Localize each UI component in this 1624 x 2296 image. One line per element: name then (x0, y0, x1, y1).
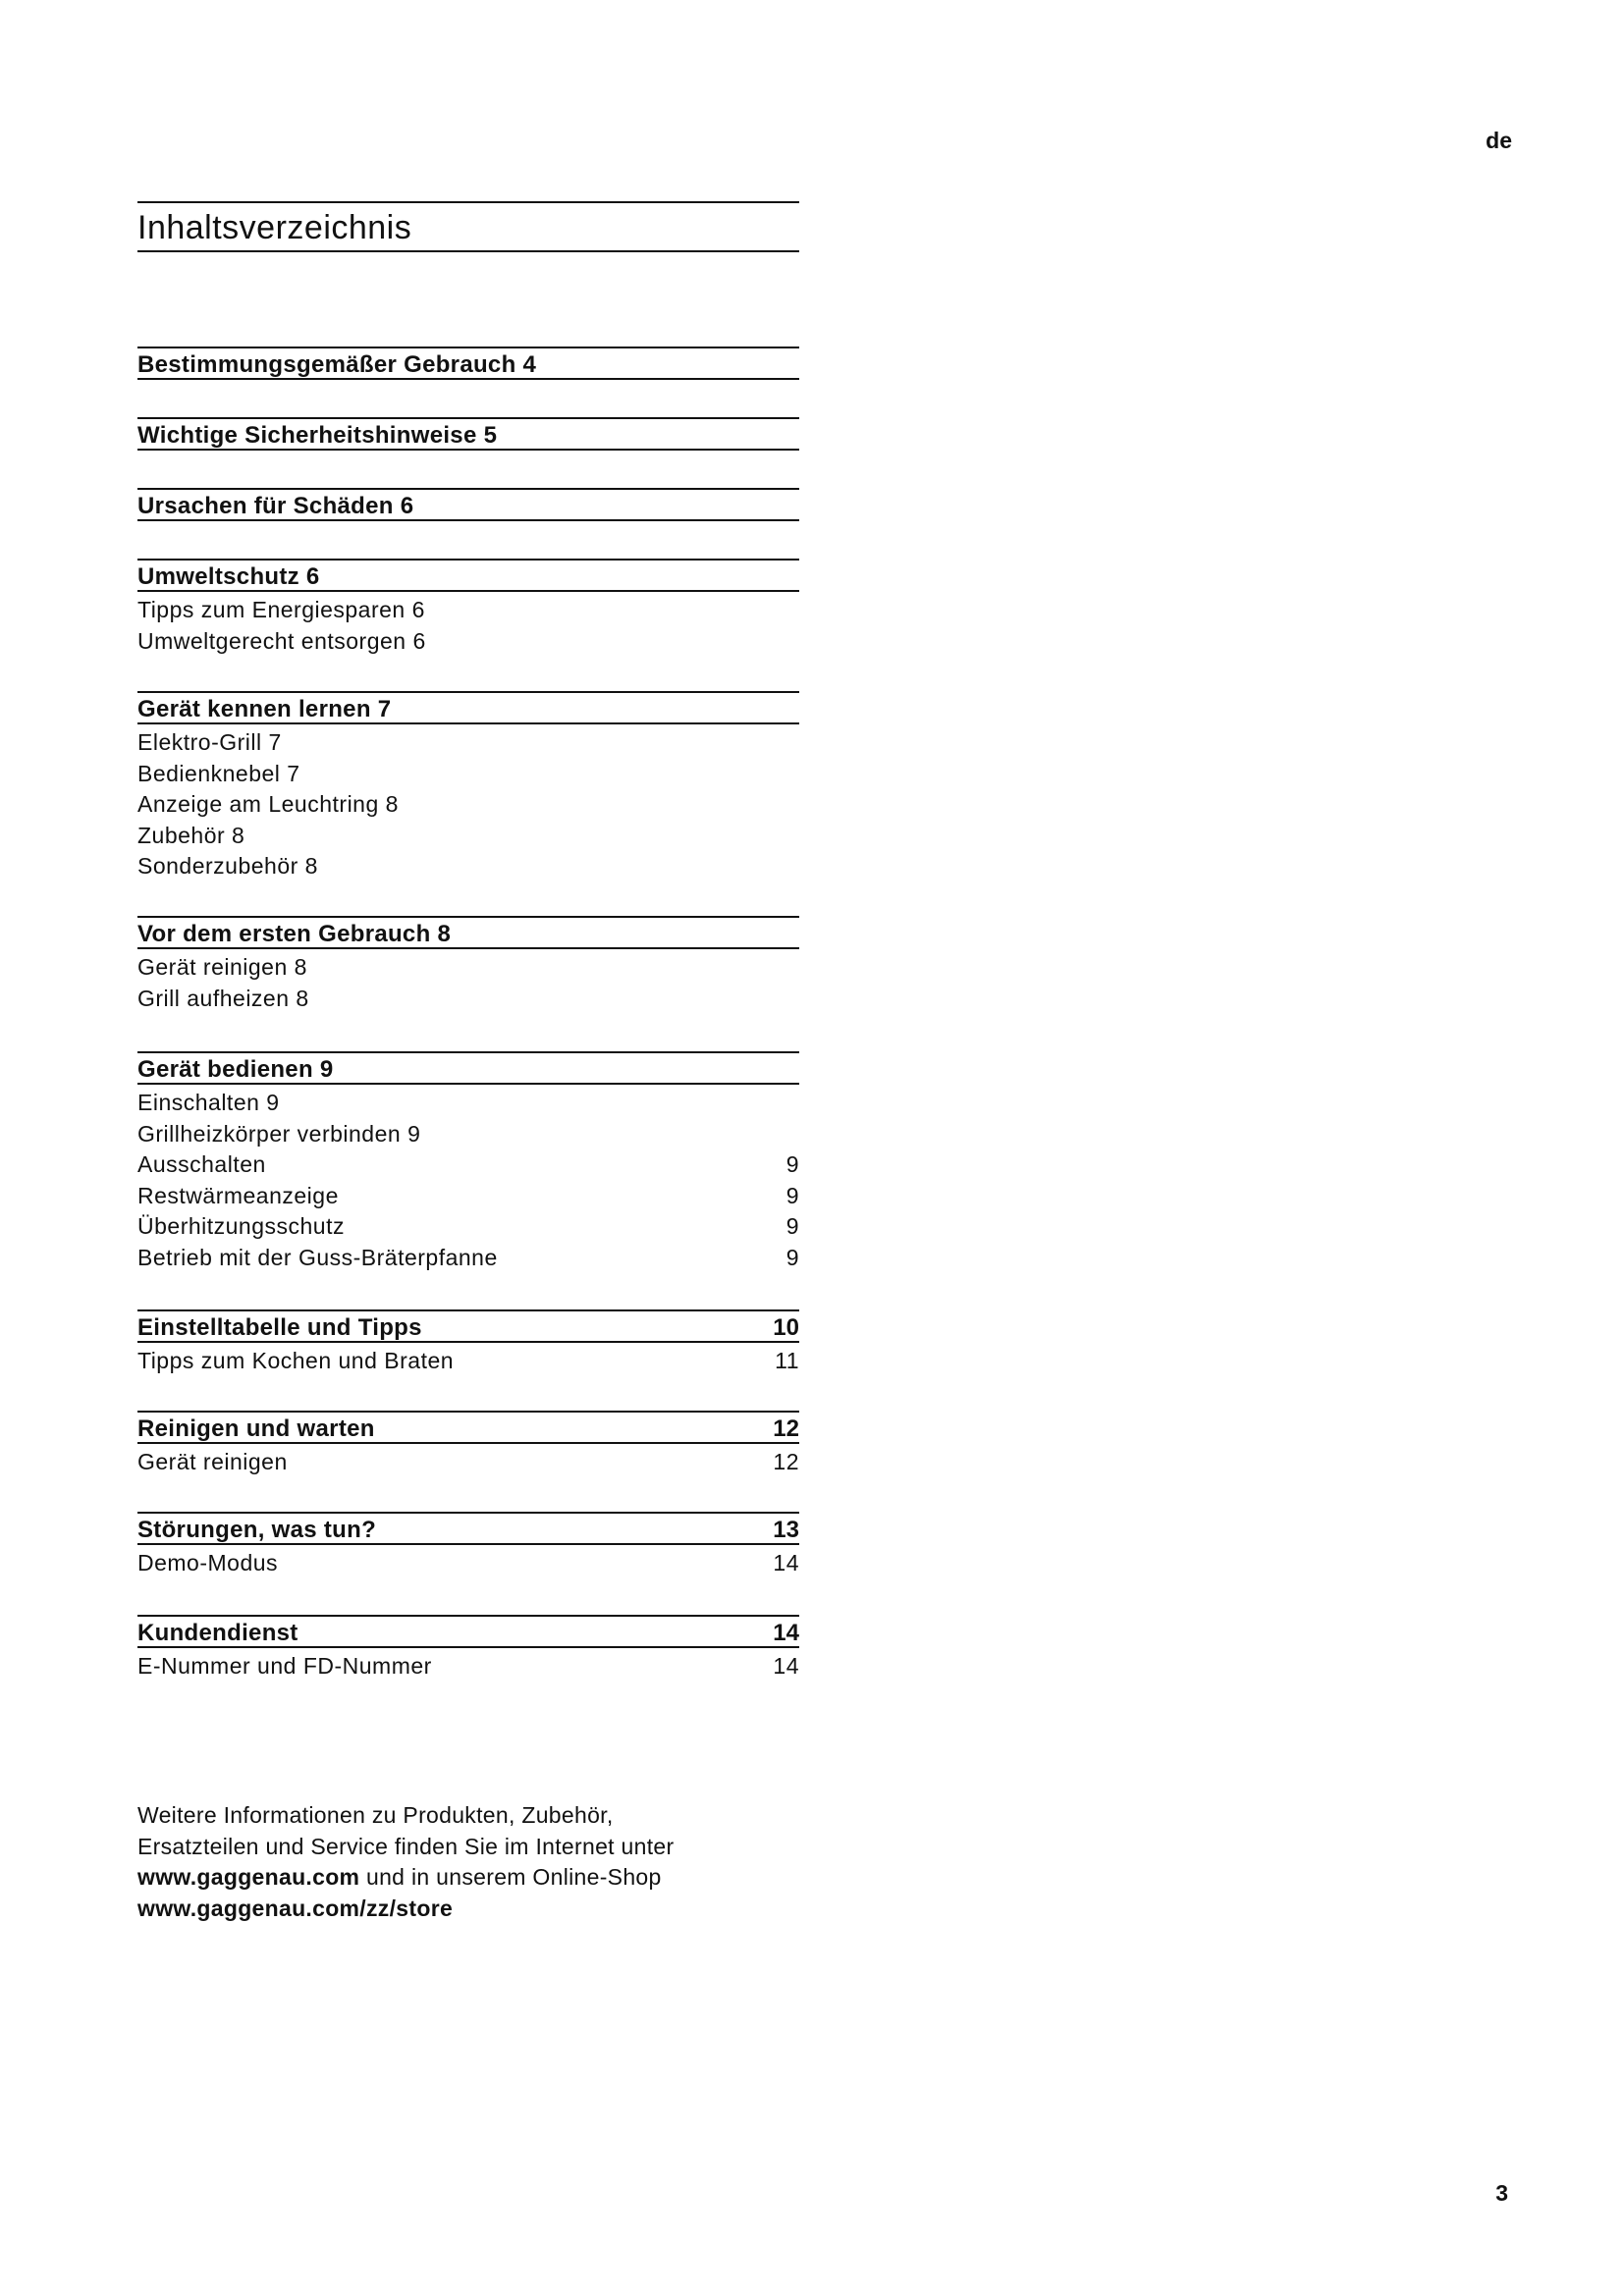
toc-section (137, 559, 799, 657)
toc-entry-page: 14 (773, 1653, 799, 1679)
toc-entry[interactable] (137, 727, 799, 759)
toc-entry-label: Ausschalten (137, 1151, 266, 1177)
toc-section-title: Kundendienst (137, 1620, 298, 1646)
footer-note (137, 1800, 825, 1924)
toc-entry-list (137, 1548, 799, 1579)
toc-entry-label: Zubehör 8 (137, 822, 245, 848)
toc-section-title: Wichtige Sicherheitshinweise 5 (137, 422, 498, 449)
language-code: de (1486, 128, 1512, 153)
toc-section-heading[interactable] (137, 1512, 799, 1545)
toc-entry-label: Sonderzubehör 8 (137, 853, 318, 879)
toc-section-page: 12 (773, 1415, 799, 1442)
footer-line-1: Weitere Informationen zu Produkten, Zubehör, (137, 1802, 614, 1828)
website-link[interactable]: www.gaggenau.com (137, 1864, 360, 1890)
toc-entry-list (137, 595, 799, 657)
toc-entry[interactable] (137, 789, 799, 821)
toc-entry[interactable] (137, 1119, 799, 1150)
toc-entry-label: Grillheizkörper verbinden 9 (137, 1120, 421, 1147)
toc-entry[interactable] (137, 1088, 799, 1119)
toc-section-heading[interactable] (137, 1411, 799, 1444)
toc-section-title: Umweltschutz 6 (137, 563, 320, 590)
toc-entry-label: Restwärmeanzeige (137, 1182, 339, 1208)
toc-entry-label: Gerät reinigen (137, 1449, 288, 1474)
toc-entry[interactable] (137, 821, 799, 852)
toc-entry-label: Einschalten 9 (137, 1090, 280, 1115)
toc-section-title: Vor dem ersten Gebrauch 8 (137, 921, 452, 947)
toc-entry-label: Demo-Modus (137, 1550, 279, 1575)
toc-section (137, 691, 799, 882)
footer-line-4 (137, 1894, 825, 1925)
toc-entry[interactable] (137, 759, 799, 790)
toc-entry[interactable] (137, 984, 799, 1015)
toc-section (137, 1051, 799, 1273)
toc-entry-list (137, 727, 799, 882)
toc-section-heading[interactable] (137, 488, 799, 521)
toc-entry-page: 12 (773, 1449, 799, 1474)
toc-entry-page: 11 (775, 1348, 799, 1373)
toc-section-heading[interactable] (137, 691, 799, 724)
toc-section-title: Gerät bedienen 9 (137, 1056, 334, 1083)
toc-entry-label: E-Nummer und FD-Nummer (137, 1653, 432, 1679)
toc-entry[interactable] (137, 595, 799, 626)
toc-section (137, 1512, 799, 1579)
toc-section (137, 1615, 799, 1682)
toc-entry-label: Anzeige am Leuchtring 8 (137, 791, 399, 817)
toc-entry-page: 9 (785, 1244, 799, 1270)
page-number: 3 (1495, 2180, 1508, 2206)
toc-section-heading[interactable] (137, 417, 799, 451)
toc-section (137, 417, 799, 451)
toc-entry-label: Tipps zum Energiesparen 6 (137, 597, 425, 622)
toc-entry[interactable] (137, 1181, 799, 1212)
toc-entry[interactable] (137, 626, 799, 658)
toc-entry[interactable] (137, 1548, 799, 1579)
toc-section-title: Bestimmungsgemäßer Gebrauch 4 (137, 351, 537, 378)
toc-entry-page: 9 (785, 1213, 799, 1239)
toc-section (137, 347, 799, 380)
toc-entry[interactable] (137, 1447, 799, 1478)
toc-entry-label: Umweltgerecht entsorgen 6 (137, 627, 426, 654)
toc-section-heading[interactable] (137, 1615, 799, 1648)
footer-line-3 (137, 1862, 825, 1894)
toc-entry-list (137, 1447, 799, 1478)
toc-entry-page: 14 (773, 1550, 799, 1575)
page-title: Inhaltsverzeichnis (137, 209, 412, 246)
toc-section (137, 1411, 799, 1478)
toc-entry[interactable] (137, 952, 799, 984)
toc-section-page: 14 (773, 1620, 799, 1646)
toc-entry[interactable] (137, 1651, 799, 1682)
toc-section-title: Ursachen für Schäden 6 (137, 493, 414, 519)
toc-section-title: Reinigen und warten (137, 1415, 375, 1442)
toc-entry-label: Bedienknebel 7 (137, 760, 300, 786)
toc-entry-list (137, 1088, 799, 1273)
toc-title-block (137, 201, 799, 252)
toc-section-heading[interactable] (137, 559, 799, 592)
footer-line-3-text: und in unserem Online-Shop (359, 1864, 662, 1890)
toc-entry[interactable] (137, 1346, 799, 1377)
toc-entry[interactable] (137, 851, 799, 882)
toc-section-title: Störungen, was tun? (137, 1517, 377, 1543)
toc-section-page: 10 (773, 1314, 799, 1341)
toc-entry[interactable] (137, 1243, 799, 1274)
store-link[interactable]: www.gaggenau.com/zz/store (137, 1895, 454, 1921)
toc-entry-page: 9 (785, 1182, 799, 1208)
toc-entry-list (137, 1651, 799, 1682)
toc-entry-page: 9 (785, 1151, 799, 1177)
toc-entry[interactable] (137, 1211, 799, 1243)
toc-section-title: Einstelltabelle und Tipps (137, 1314, 422, 1341)
toc-entry-list (137, 952, 799, 1014)
toc-section-heading[interactable] (137, 1051, 799, 1085)
toc-entry-list (137, 1346, 799, 1377)
footer-line-2: Ersatzteilen und Service finden Sie im Internet unter (137, 1833, 675, 1859)
toc-section (137, 916, 799, 1014)
toc-entry-label: Elektro-Grill 7 (137, 729, 282, 755)
toc-section-heading[interactable] (137, 1309, 799, 1343)
toc-section (137, 488, 799, 521)
toc-section-title: Gerät kennen lernen 7 (137, 696, 392, 722)
toc-entry-label: Überhitzungsschutz (137, 1213, 345, 1239)
toc-entry-label: Gerät reinigen 8 (137, 954, 307, 980)
toc-entry[interactable] (137, 1149, 799, 1181)
toc-section-heading[interactable] (137, 916, 799, 949)
toc-section-page: 13 (773, 1517, 799, 1543)
toc-entry-label: Tipps zum Kochen und Braten (137, 1348, 455, 1373)
toc-entry-label: Grill aufheizen 8 (137, 985, 309, 1011)
toc-section (137, 1309, 799, 1377)
toc-section-heading[interactable] (137, 347, 799, 380)
toc-entry-label: Betrieb mit der Guss-Bräterpfanne (137, 1244, 498, 1270)
